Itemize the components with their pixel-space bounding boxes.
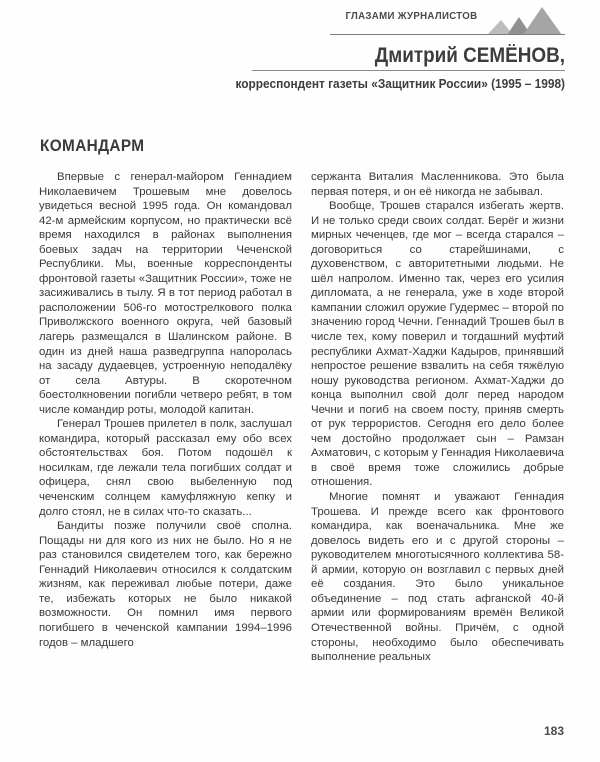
mountains-icon — [487, 6, 565, 35]
paragraph: Генерал Трошев прилетел в полк, заслушал командира, который рассказал ему обо всех обстоятельствах боя. Потом подошёл к носилкам, где лежали тела погибших солдат и офицера, снял свою выбеленную под чеченским солнцем камуфляжную кепку и долго стоял, не в силах что-то сказать... — [39, 418, 292, 518]
author-name: Дмитрий СЕМЁНОВ, — [374, 44, 565, 67]
paragraph: Бандиты позже получили своё сполна. Пощады ни для кого из них не было. Но я не раз становился свидетелем того, как бережно Геннадий Николаевич относился к солдатским жизням, как переживал любые потери, даже те, избежать которых не было никакой возможности. Он помнил имя первого погибшего в чеченской кампании 1994–1996 годов – младшего — [39, 520, 292, 649]
running-head — [330, 4, 565, 36]
paragraph: сержанта Виталия Масленникова. Это была первая потеря, и он её никогда не забывал. — [311, 171, 564, 198]
page-number: 183 — [543, 724, 564, 738]
running-head-rule — [330, 34, 565, 35]
body-column-right — [311, 170, 564, 665]
body-column-left — [39, 170, 292, 665]
paragraph: Многие помнят и уважают Геннадия Трошева. И прежде всего как фронтового командира, как военачальника. Мне же довелось видеть его и с другой стороны – руководителем многотысячного коллектива 58-й армии, которую он возглавил с первых дней её создания. Это было уникальное объединение – под стать афганской 40-й армии или формированиям времён Великой Отечественной войны. Причём, с одной стороны, необходимо было обеспечивать выполнение реальных — [311, 491, 564, 664]
author-role: корреспондент газеты «Защитник России» (1995 – 1998) — [235, 76, 565, 92]
running-head-label: ГЛАЗАМИ ЖУРНАЛИСТОВ — [345, 10, 477, 22]
article-title: КОМАНДАРМ — [40, 137, 145, 156]
author-block — [180, 44, 565, 92]
author-rule — [252, 70, 565, 71]
paragraph: Впервые с генерал-майором Геннадием Николаевичем Трошевым мне довелось увидеться весной 1995 года. Он командовал 42-м армейским корпусом, но практически всё время находился в районах выполнения боевых задач на территории Чеченской Республики. Мы, военные корреспонденты фронтовой газеты «Защитник России», тоже не засиживались в тылу. Я в тот период работал в расположении 506-го мотострелкового полка Приволжского военного округа, чей базовый лагерь размещался в Шалинском районе. В один из дней наша разведгруппа напоролась на засаду дудаевцев, устроенную неподалёку от села Автуры. В скоротечном боестолкновении погибли четверо ребят, в том числе командир роты, молодой капитан. — [39, 171, 292, 416]
article-body — [39, 170, 564, 665]
paragraph: Вообще, Трошев старался избегать жертв. И не только среди своих солдат. Берёг и жизни мирных чеченцев, где мог – всегда старался – договориться со старейшинами, с духовенством, с авторитетными людьми. Не шёл напролом. Именно так, через его усилия дипломата, а не генерала, уже в ходе второй кампании сложил оружие Гудермес – второй по значению город Чечни. Геннадий Трошев был в числе тех, кому поверил и тогдашний муфтий республики Ахмат-Хаджи Кадыров, принявший непростое решение взвалить на себя тяжёлую ношу руководства регионом. Ахмат-Хаджи до конца выполнил свой долг перед народом Чечни и погиб на своем посту, приняв смерть от рук террористов. Сегодня его дело более чем достойно продолжает сын – Рамзан Ахматович, с которым у Геннадия Николаевича в своё время тоже сложились добрые отношения. — [311, 200, 564, 489]
